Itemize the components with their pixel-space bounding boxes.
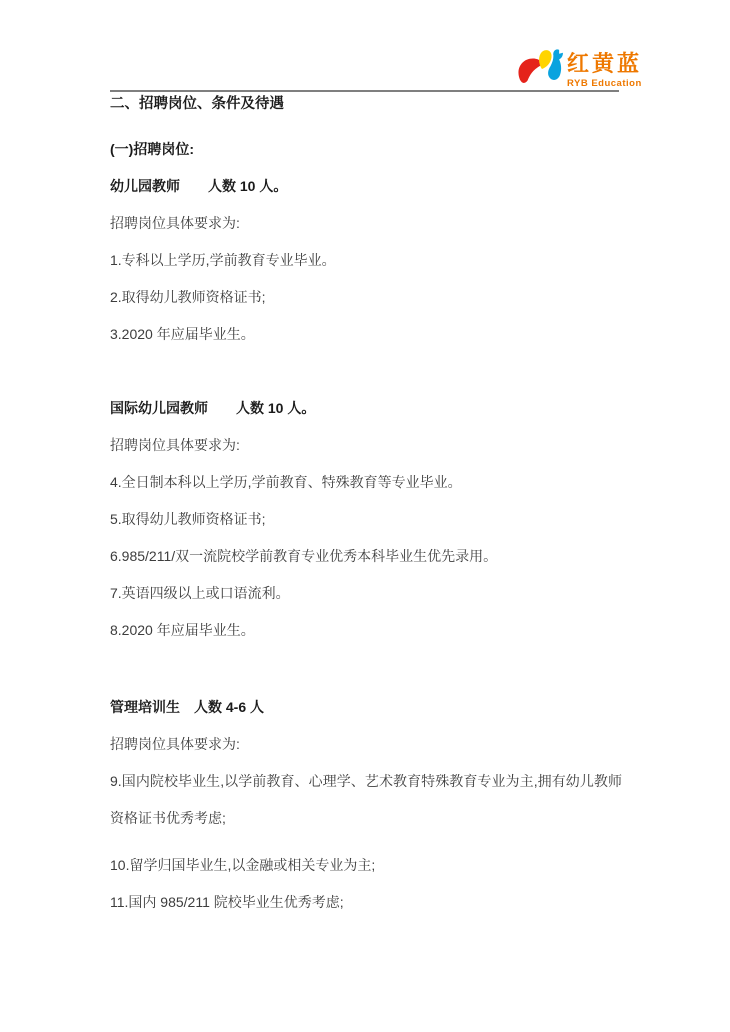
section-intro: 招聘岗位具体要求为: (110, 437, 240, 453)
doc-heading: 二、招聘岗位、条件及待遇 (110, 96, 284, 112)
section-kindergarten-teacher (110, 168, 622, 353)
brand-name-cn: 红黄蓝 (566, 51, 642, 76)
brand-name-en: RYB Education (566, 78, 642, 89)
brand-text (567, 52, 642, 89)
requirement-item: 8.2020 年应届毕业生。 (110, 622, 255, 638)
requirement-item: 9.国内院校毕业生,以学前教育、心理学、艺术教育特殊教育专业为主,拥有幼儿教师资格证书优秀考虑; (110, 773, 622, 826)
requirement-item: 2.取得幼儿教师资格证书; (110, 289, 266, 305)
section-international-teacher (110, 390, 622, 649)
requirement-item: 7.英语四级以上或口语流利。 (110, 585, 290, 601)
section-title: 管理培训生 人数 4-6 人 (110, 699, 265, 715)
requirement-item: 1.专科以上学历,学前教育专业毕业。 (110, 252, 336, 268)
section-title: 国际幼儿园教师 人数 10 人。 (110, 400, 316, 416)
section-intro: 招聘岗位具体要求为: (110, 215, 240, 231)
requirement-item: 11.国内 985/211 院校毕业生优秀考虑; (110, 894, 344, 910)
requirement-item: 4.全日制本科以上学历,学前教育、特殊教育等专业毕业。 (110, 474, 462, 490)
section-management-trainee (110, 689, 622, 921)
section-title: 幼儿园教师 人数 10 人。 (110, 178, 288, 194)
requirement-item: 5.取得幼儿教师资格证书; (110, 511, 266, 527)
doc-subheading: (一)招聘岗位: (110, 141, 194, 157)
document-content (110, 86, 622, 921)
requirement-item: 10.留学归国毕业生,以金融或相关专业为主; (110, 857, 376, 873)
requirement-item: 6.985/211/双一流院校学前教育专业优秀本科毕业生优先录用。 (110, 548, 498, 564)
section-intro: 招聘岗位具体要求为: (110, 736, 240, 752)
requirement-item: 3.2020 年应届毕业生。 (110, 326, 255, 342)
